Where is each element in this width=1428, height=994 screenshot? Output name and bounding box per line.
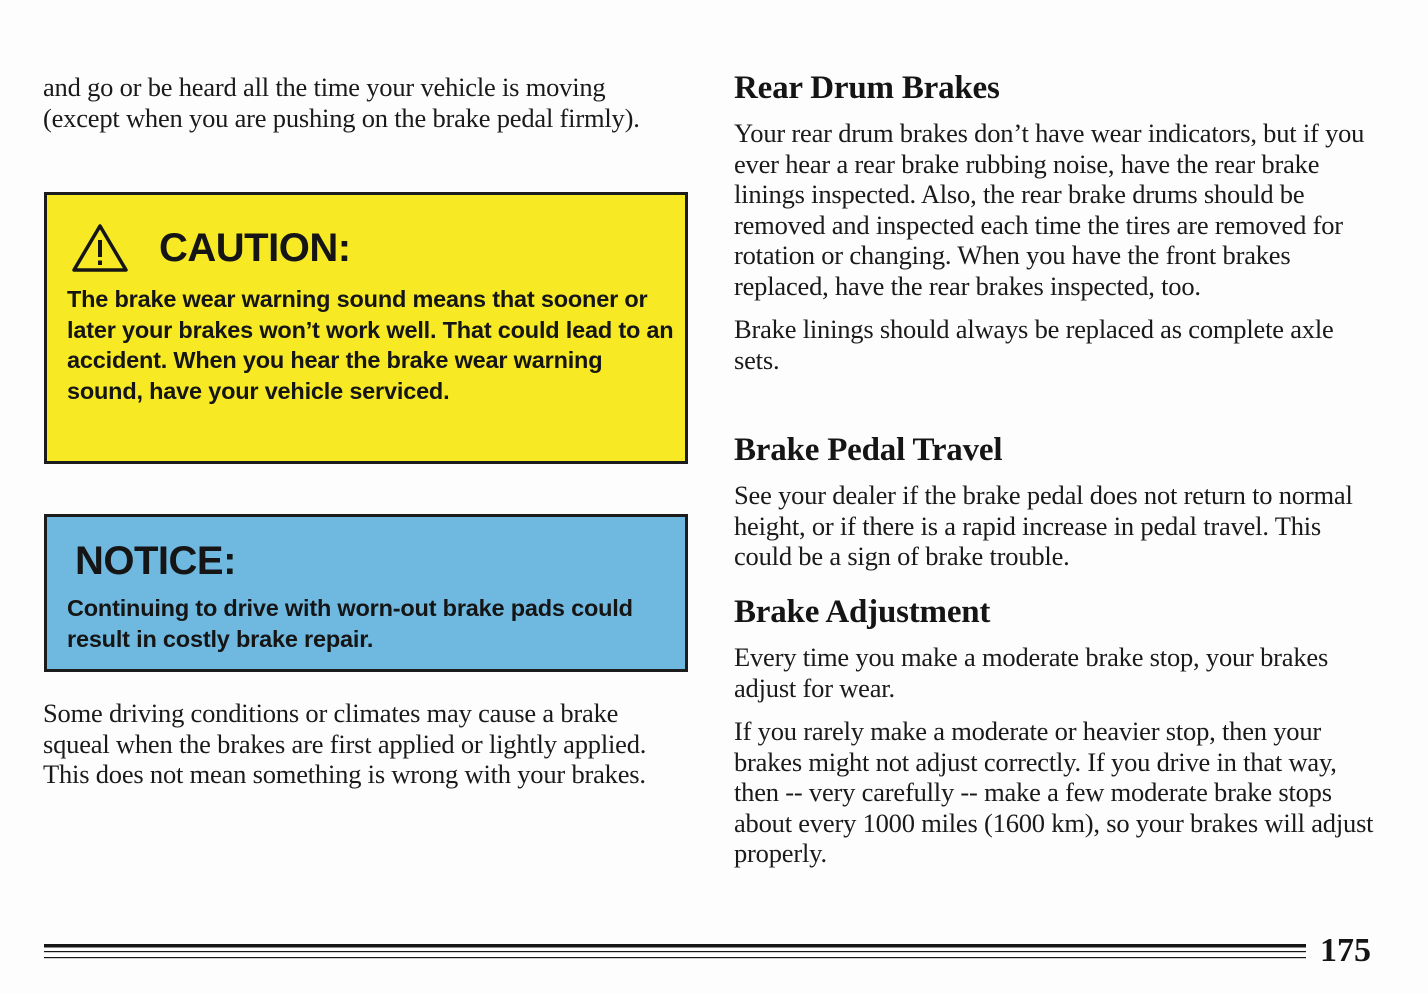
caution-title: CAUTION: <box>159 225 351 270</box>
section-heading: Brake Adjustment <box>734 594 991 630</box>
caution-box <box>44 192 688 464</box>
section-brake-pedal-travel <box>734 430 1384 572</box>
warning-triangle-icon <box>71 223 129 273</box>
pedal-travel-paragraph: See your dealer if the brake pedal does not return to normal height, or if there is a rapid increase in pedal travel. This could be a sign of brake trouble. <box>734 480 1353 571</box>
adjustment-paragraph-2: If you rarely make a moderate or heavier stop, then your brakes might not adjust correctly. If you drive in that way, then -- very carefully -- make a few moderate brake stops about every 1000 miles (1600 km), so your brakes will adjust properly. <box>734 716 1374 868</box>
caution-header <box>71 223 351 273</box>
page-number: 175 <box>1320 932 1371 969</box>
rear-drum-paragraph-2: Brake linings should always be replaced as complete axle sets. <box>734 314 1334 375</box>
adjustment-paragraph-1: Every time you make a moderate brake stop, your brakes adjust for wear. <box>734 642 1329 703</box>
notice-box <box>44 514 688 672</box>
caution-text: The brake wear warning sound means that sooner or later your brakes won’t work well. That could lead to an accident. When you hear the brake wear warning sound, have your vehicle serviced. <box>67 286 674 404</box>
section-brake-adjustment <box>734 592 1384 869</box>
section-rear-drum-brakes <box>734 68 1384 375</box>
closing-paragraph: Some driving conditions or climates may cause a brake squeal when the brakes are first applied or lightly applied. This does not mean something is wrong with your brakes. <box>43 698 647 789</box>
notice-text: Continuing to drive with worn-out brake pads could result in costly brake repair. <box>67 595 633 652</box>
rear-drum-paragraph-1: Your rear drum brakes don’t have wear indicators, but if you ever hear a rear brake rubbing noise, have the rear brake linings inspected. Also, the rear brake drums should be removed and inspected each time the tires are removed for rotation or changing. When you have the front brakes replaced, have the rear brakes inspected, too. <box>734 118 1365 301</box>
section-heading: Brake Pedal Travel <box>734 432 1003 468</box>
section-heading: Rear Drum Brakes <box>734 70 1000 106</box>
intro-paragraph: and go or be heard all the time your vehicle is moving (except when you are pushing on the brake pedal firmly). <box>43 72 640 133</box>
footer-rule <box>44 942 1306 964</box>
notice-title: NOTICE: <box>75 539 236 583</box>
closing-section <box>43 698 683 790</box>
left-column <box>43 70 683 133</box>
